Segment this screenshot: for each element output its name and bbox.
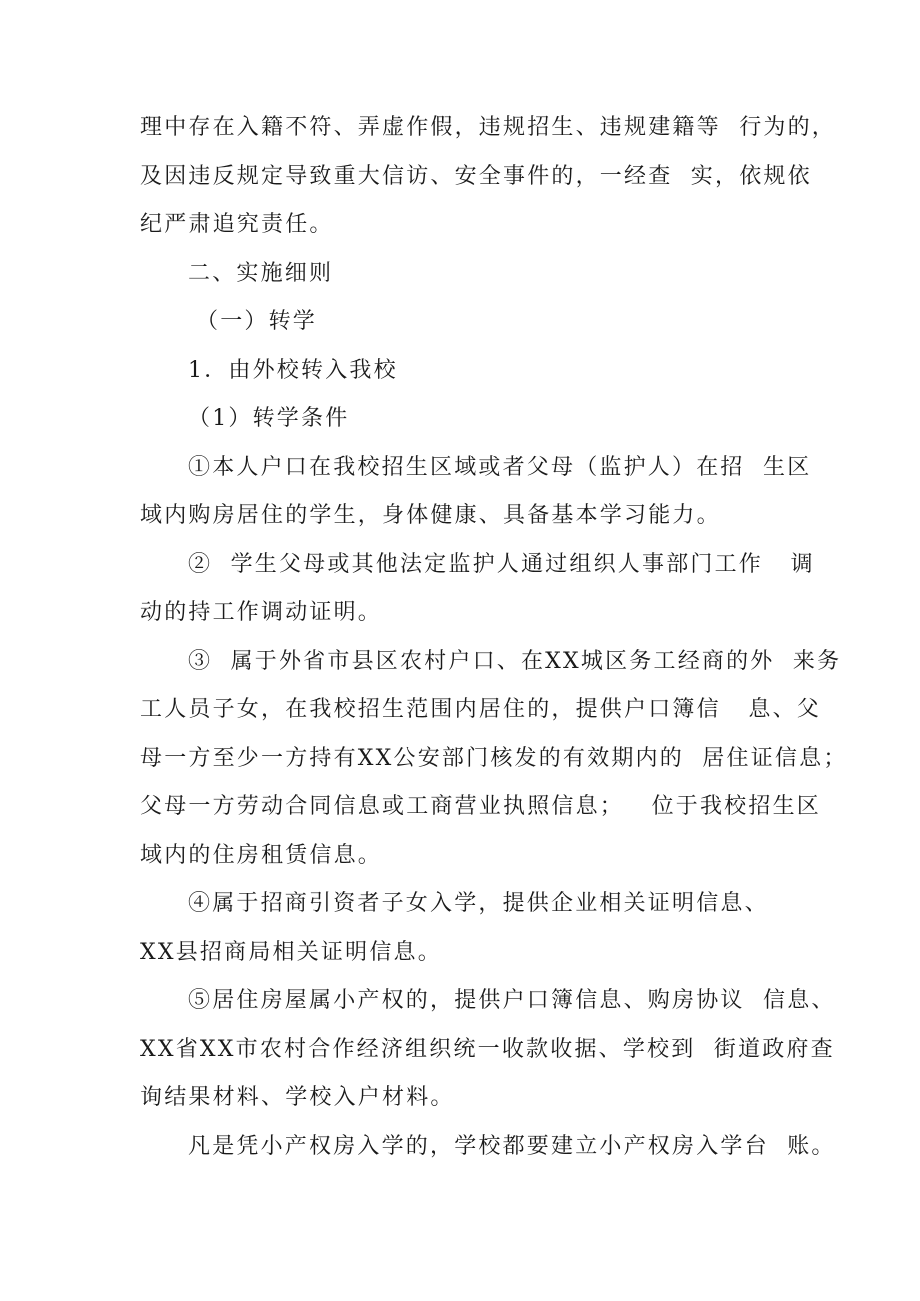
paragraph-line-3: 纪严肃追究责任。 — [140, 212, 334, 237]
paragraph-line-22: 凡是凭小产权房入学的，学校都要建立小产权房入学台 账。 — [188, 1134, 836, 1159]
paragraph-line-16: 域内的住房租赁信息。 — [140, 843, 383, 868]
paragraph-line-1: 理中存在入籍不符、弄虚作假，违规招生、违规建籍等 行为的， — [140, 115, 836, 140]
paragraph-line-20: XX省XX市农村合作经济组织统一收款收据、学校到 街道政府查 — [140, 1037, 835, 1062]
item-heading: 1．由外校转入我校 — [188, 358, 398, 383]
sub-item-heading: （1）转学条件 — [188, 406, 350, 431]
paragraph-line-2: 及因违反规定导致重大信访、安全事件的，一经查 实，依规依 — [140, 164, 812, 189]
paragraph-line-8: ①本人户口在我校招生区域或者父母（监护人）在招 生区 — [188, 455, 812, 480]
paragraph-line-18: XX县招商局相关证明信息。 — [140, 940, 442, 965]
paragraph-line-12: ③ 属于外省市县区农村户口、在XX城区务工经商的外 来务 — [188, 649, 842, 674]
section-heading: 二、实施细则 — [188, 261, 334, 286]
paragraph-line-11: 动的持工作调动证明。 — [140, 600, 383, 625]
paragraph-line-21: 询结果材料、学校入户材料。 — [140, 1085, 455, 1110]
subsection-heading: （一）转学 — [196, 309, 318, 334]
paragraph-line-9: 域内购房居住的学生，身体健康、具备基本学习能力。 — [140, 503, 721, 528]
paragraph-line-13: 工人员子女，在我校招生范围内居住的，提供户口簿信 息、父 — [140, 697, 821, 722]
paragraph-line-14: 母一方至少一方持有XX公安部门核发的有效期内的 居住证信息； — [140, 746, 848, 771]
paragraph-line-15: 父母一方劳动合同信息或工商营业执照信息； 位于我校招生区 — [140, 794, 821, 819]
paragraph-line-17: ④属于招商引资者子女入学，提供企业相关证明信息、 — [188, 891, 769, 916]
paragraph-line-19: ⑤居住房屋属小产权的，提供户口簿信息、购房协议 信息、 — [188, 988, 836, 1013]
paragraph-line-10: ② 学生父母或其他法定监护人通过组织人事部门工作 调 — [188, 552, 815, 577]
